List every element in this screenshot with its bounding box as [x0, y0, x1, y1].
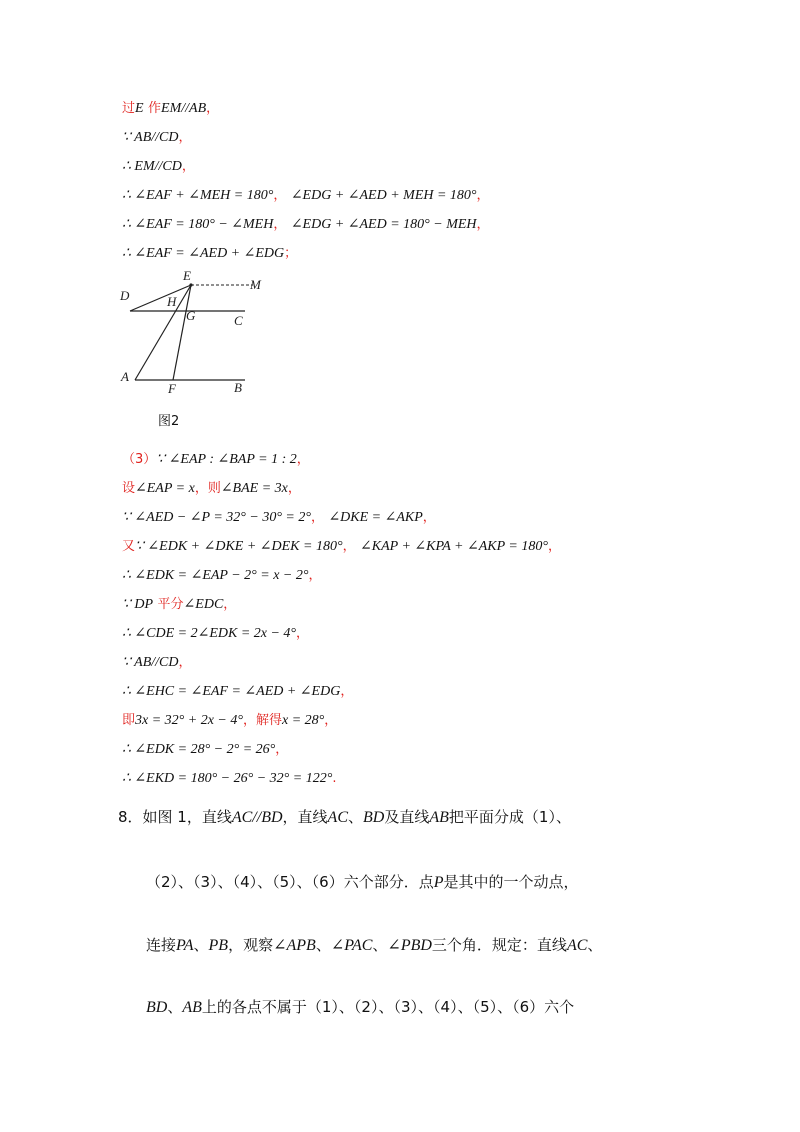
point-e: [189, 283, 192, 286]
label-c: C: [234, 313, 243, 328]
proof-line-6: ∴ ∠EAF = ∠AED + ∠EDG；: [122, 246, 298, 261]
label-f: F: [168, 381, 176, 396]
proof3-line-2: 设∠EAP = x，则∠BAE = 3x，: [122, 481, 301, 496]
problem8-line-3: 连接PA、PB，观察∠APB、∠PAC、∠PBD三个角．规定：直线AC、: [146, 936, 603, 954]
proof3-line-6: ∵ DP 平分∠EDC，: [122, 597, 237, 612]
proof3-line-9: ∴ ∠EHC = ∠EAF = ∠AED + ∠EDG，: [122, 684, 354, 699]
label-a: A: [121, 369, 129, 384]
geometry-figure: [110, 268, 270, 433]
line-ed: [130, 285, 191, 311]
label-e: E: [183, 268, 191, 283]
proof-line-2: ∵ AB//CD，: [122, 130, 192, 145]
label-d: D: [120, 288, 130, 303]
proof-line-5: ∴ ∠EAF = 180° − ∠MEH， ∠EDG + ∠AED = 180° − MEH，: [122, 217, 490, 232]
proof-line-4: ∴ ∠EAF + ∠MEH = 180°， ∠EDG + ∠AED + MEH = 180°，: [122, 188, 490, 203]
proof3-line-11: ∴ ∠EDK = 28° − 2° = 26°，: [122, 742, 289, 757]
problem8-line-1: 8．如图 1，直线AC//BD，直线AC、BD及直线AB把平面分成（1）、: [118, 808, 571, 826]
proof3-line-12: ∴ ∠EKD = 180° − 26° − 32° = 122°.: [122, 771, 337, 786]
label-b: B: [234, 380, 242, 395]
proof3-line-1: （3）∵ ∠EAP : ∠BAP = 1 : 2，: [122, 452, 310, 467]
proof3-line-3: ∵ ∠AED − ∠P = 32° − 30° = 2°， ∠DKE = ∠AKP，: [122, 510, 436, 525]
proof3-line-8: ∵ AB//CD，: [122, 655, 192, 670]
figure-caption: 图2: [158, 414, 180, 429]
proof-line-3: ∴ EM//CD，: [122, 159, 195, 174]
proof-line-1: 过E 作EM//AB，: [122, 101, 220, 116]
problem8-line-4: BD、AB上的各点不属于（1）、（2）、（3）、（4）、（5）、（6）六个: [146, 998, 575, 1016]
proof3-line-7: ∴ ∠CDE = 2∠EDK = 2x − 4°，: [122, 626, 310, 641]
label-g: G: [186, 308, 196, 323]
label-m: M: [250, 277, 261, 292]
proof3-line-10: 即3x = 32° + 2x − 4°，解得x = 28°，: [122, 713, 338, 728]
problem8-line-2: （2）、（3）、（4）、（5）、（6）六个部分．点P是其中的一个动点，: [146, 873, 579, 891]
label-h: H: [167, 294, 177, 309]
proof3-line-4: 又∵ ∠EDK + ∠DKE + ∠DEK = 180°， ∠KAP + ∠KPA + ∠AKP = 180°，: [122, 539, 561, 554]
proof3-line-5: ∴ ∠EDK = ∠EAP − 2° = x − 2°，: [122, 568, 322, 583]
